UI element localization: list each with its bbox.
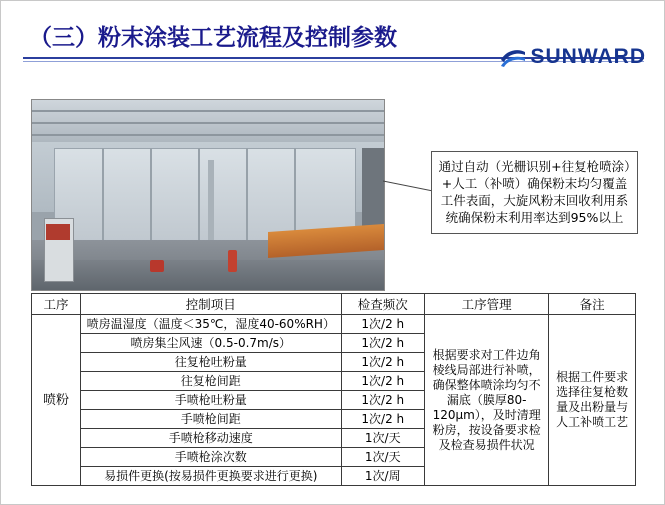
cell-control-item: 手喷枪间距 — [81, 410, 341, 429]
cell-control-item: 手喷枪吐粉量 — [81, 391, 341, 410]
cell-check-frequency: 1次/2 h — [341, 315, 425, 334]
brand-name: SUNWARD — [530, 45, 646, 68]
cell-check-frequency: 1次/2 h — [341, 372, 425, 391]
header-process: 工序 — [32, 294, 81, 315]
cell-control-item: 手喷枪移动速度 — [81, 429, 341, 448]
cell-check-frequency: 1次/2 h — [341, 334, 425, 353]
brand-logo — [500, 45, 647, 69]
cell-control-item: 往复枪间距 — [81, 372, 341, 391]
cell-remark: 根据工件要求选择往复枪数量及出粉量与人工补喷工艺 — [549, 315, 636, 486]
page-title: （三）粉末涂装工艺流程及控制参数 — [29, 25, 397, 51]
table-header-row — [32, 294, 636, 315]
cell-check-frequency: 1次/天 — [341, 448, 425, 467]
callout-box: 通过自动（光栅识别+往复枪喷涂）+人工（补喷）确保粉末均匀覆盖工件表面，大旋风粉末回收利用系统确保粉末利用率达到95%以上 — [431, 151, 638, 234]
cell-check-frequency: 1次/周 — [341, 467, 425, 486]
cell-control-item: 手喷枪涂次数 — [81, 448, 341, 467]
sunward-swoosh-icon — [500, 46, 526, 68]
cell-check-frequency: 1次/2 h — [341, 410, 425, 429]
header-check-frequency: 检查频次 — [341, 294, 425, 315]
cell-process-name: 喷粉 — [32, 315, 81, 486]
cell-control-item: 易损件更换(按易损件更换要求进行更换) — [81, 467, 341, 486]
cell-control-item: 喷房集尘风速（0.5-0.7m/s） — [81, 334, 341, 353]
cell-check-frequency: 1次/2 h — [341, 353, 425, 372]
cell-control-item: 往复枪吐粉量 — [81, 353, 341, 372]
process-parameter-table — [31, 293, 636, 486]
callout-leader-line — [383, 179, 433, 193]
cell-check-frequency: 1次/2 h — [341, 391, 425, 410]
cell-process-management: 根据要求对工件边角棱线局部进行补喷，确保整体喷涂均匀不漏底（膜厚80-120μm），及时清理粉房，按设备要求检及检查易损件状况 — [425, 315, 549, 486]
cell-check-frequency: 1次/天 — [341, 429, 425, 448]
powder-coating-line-photo — [31, 99, 385, 291]
table-row — [32, 315, 636, 334]
header-process-management: 工序管理 — [425, 294, 549, 315]
header-control-item: 控制项目 — [81, 294, 341, 315]
header-remark: 备注 — [549, 294, 636, 315]
cell-control-item: 喷房温湿度（温度＜35℃，湿度40-60%RH） — [81, 315, 341, 334]
